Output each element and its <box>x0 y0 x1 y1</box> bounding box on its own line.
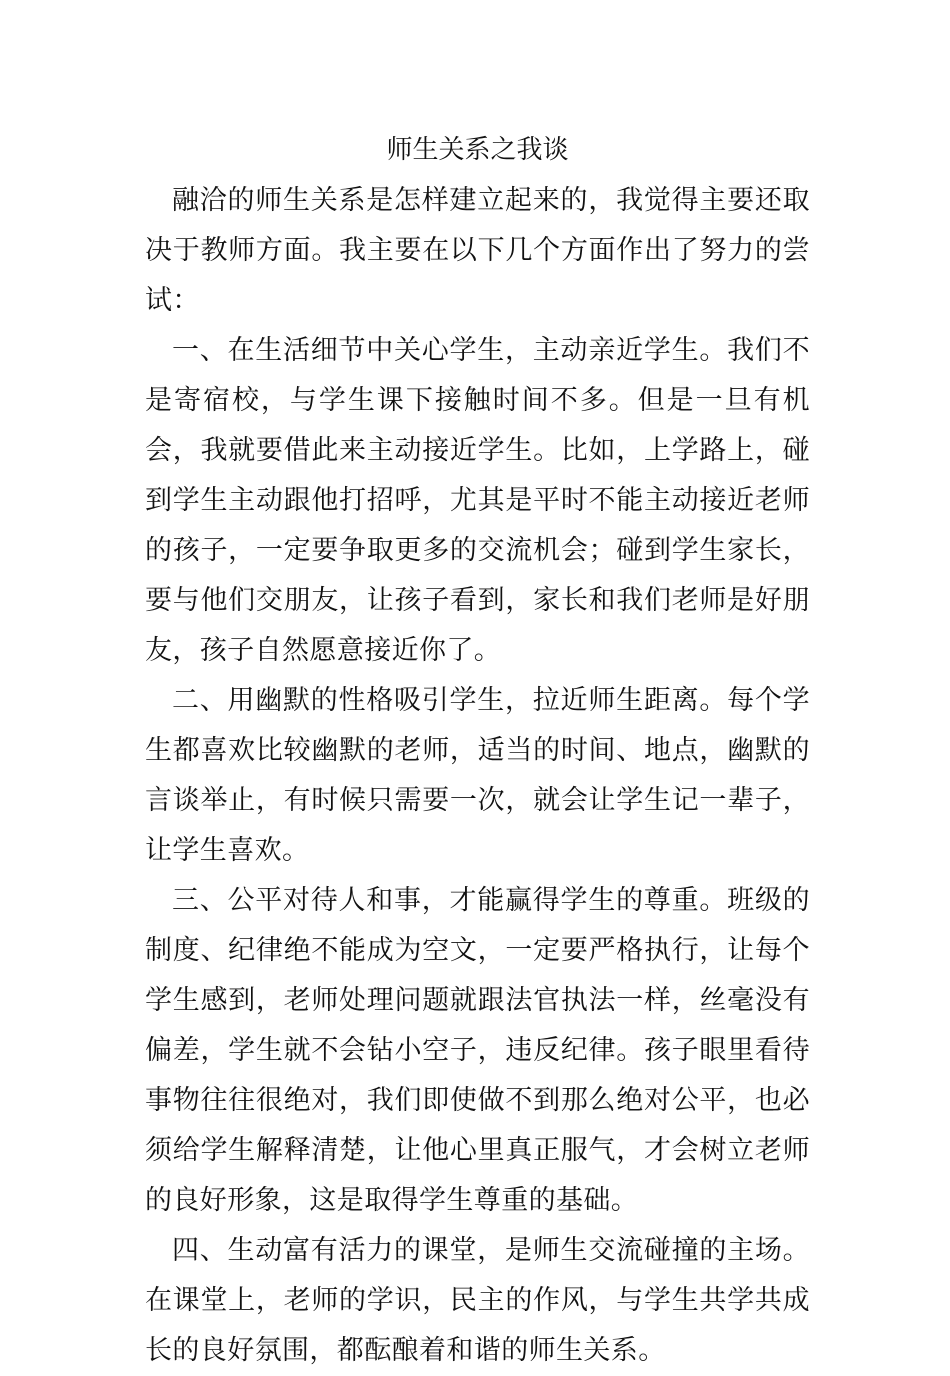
paragraph-intro: 融洽的师生关系是怎样建立起来的，我觉得主要还取决于教师方面。我主要在以下几个方面作出了努力的尝试： <box>145 185 810 316</box>
paragraph-point-3: 三、公平对待人和事，才能赢得学生的尊重。班级的制度、纪律绝不能成为空文，一定要严格执行，让每个学生感到，老师处理问题就跟法官执法一样，丝毫没有偏差，学生就不会钻小空子，违反纪律。孩子眼里看待事物往往很绝对，我们即使做不到那么绝对公平，也必须给学生解释清楚，让他心里真正服气，才会树立老师的良好形象，这是取得学生尊重的基础。 <box>145 885 810 1216</box>
document-title: 师生关系之我谈 <box>386 135 569 165</box>
paragraph-point-4: 四、生动富有活力的课堂，是师生交流碰撞的主场。在课堂上，老师的学识，民主的作风，与学生共学共成长的良好氛围，都酝酿着和谐的师生关系。 <box>145 1235 810 1366</box>
paragraph-point-2: 二、用幽默的性格吸引学生，拉近师生距离。每个学生都喜欢比较幽默的老师，适当的时间、地点，幽默的言谈举止，有时候只需要一次，就会让学生记一辈子，让学生喜欢。 <box>145 685 810 866</box>
paragraph-point-1: 一、在生活细节中关心学生，主动亲近学生。我们不是寄宿校，与学生课下接触时间不多。但是一旦有机会，我就要借此来主动接近学生。比如，上学路上，碰到学生主动跟他打招呼，尤其是平时不能主动接近老师的孩子，一定要争取更多的交流机会；碰到学生家长，要与他们交朋友，让孩子看到，家长和我们老师是好朋友，孩子自然愿意接近你了。 <box>145 335 810 666</box>
document-body <box>145 128 810 1376</box>
